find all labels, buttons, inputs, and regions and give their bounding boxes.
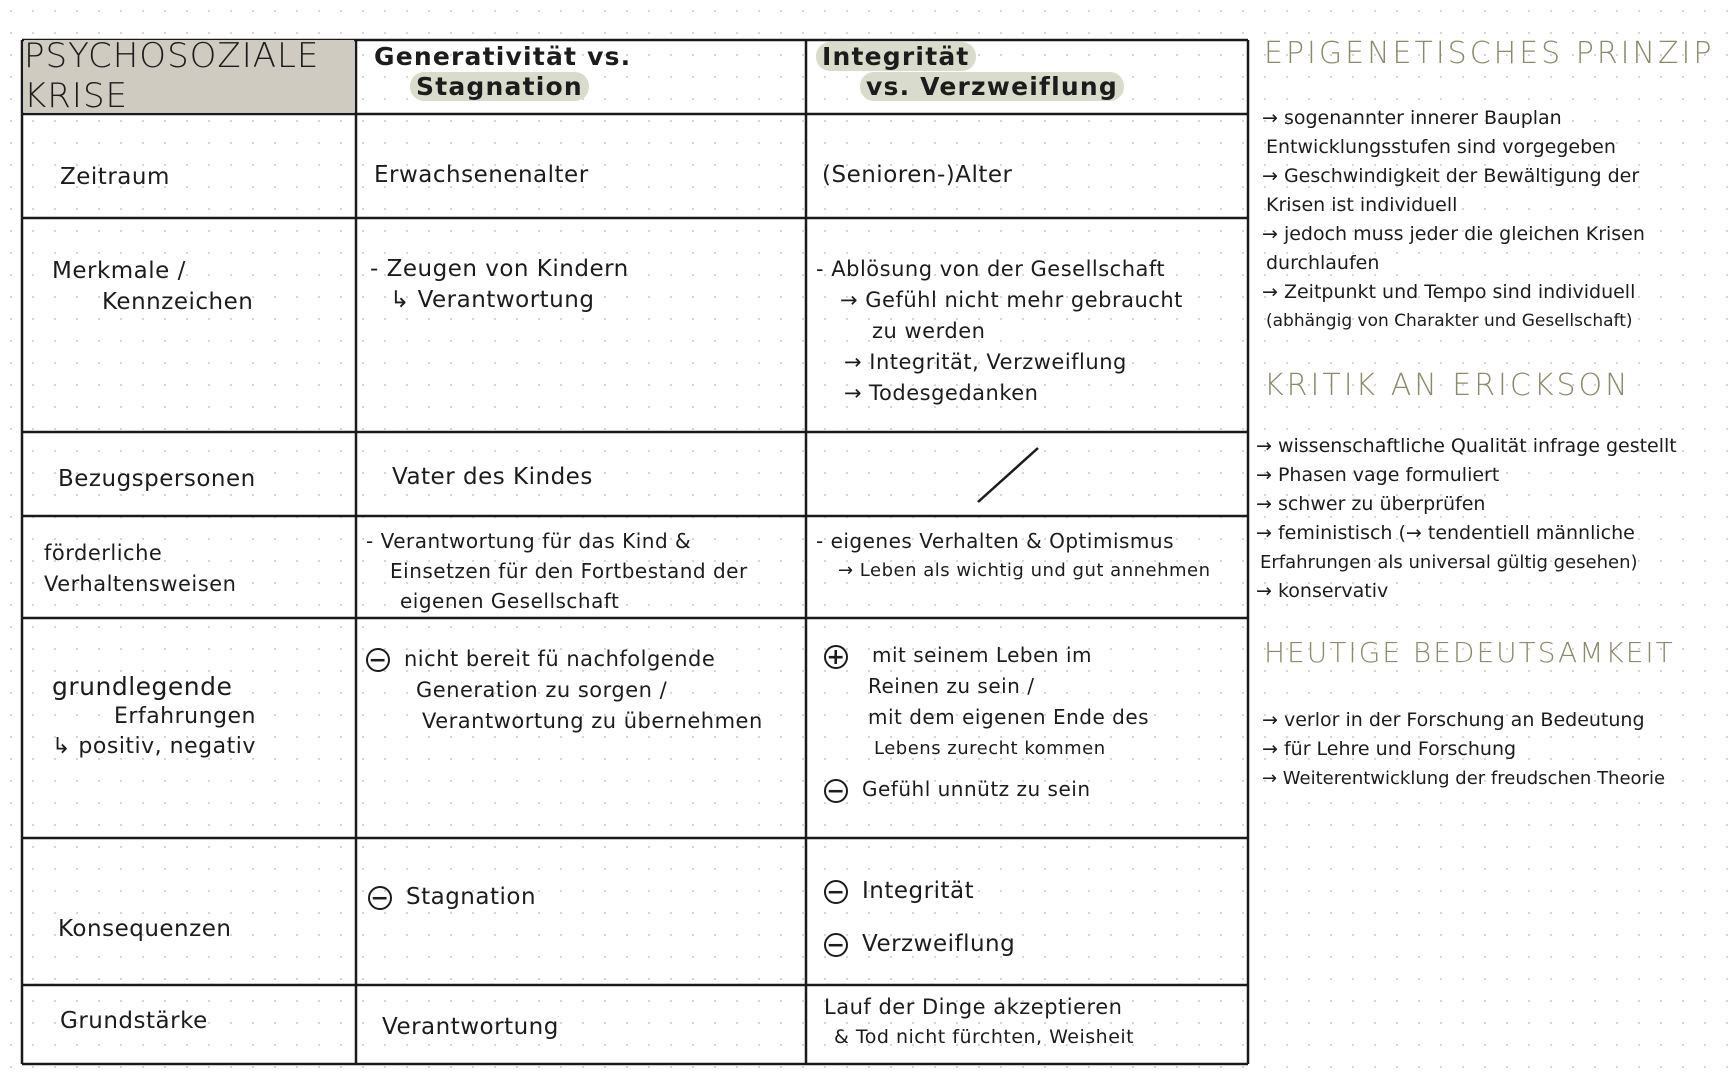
text-line: Stagnation xyxy=(406,884,537,910)
note-line: → schwer zu überprüfen xyxy=(1256,493,1486,515)
cell-grund-generativity xyxy=(366,644,763,737)
heading-epigenetisches-prinzip: EPIGENETISCHES PRINZIP xyxy=(1264,36,1715,71)
note-line: → Weiterentwicklung der freudschen Theorie xyxy=(1262,768,1666,789)
text-line: → Todesgedanken xyxy=(844,381,1039,405)
text-line: Integrität xyxy=(862,878,975,904)
notes-heutige-bedeutsamkeit xyxy=(1262,706,1665,793)
row-label-foerderliche xyxy=(44,538,236,600)
label-line: Kennzeichen xyxy=(102,289,254,315)
cell-konseq-integrity xyxy=(824,876,1015,960)
notes-epigenetisches-prinzip xyxy=(1262,104,1645,336)
text-line: Gefühl unnütz zu sein xyxy=(862,777,1091,801)
text-line: - Ablösung von der Gesellschaft xyxy=(816,257,1166,281)
column-header-line: Integrität xyxy=(816,42,976,71)
note-line: → Phasen vage formuliert xyxy=(1256,464,1500,486)
note-line: → wissenschaftliche Qualität infrage gestellt xyxy=(1256,435,1677,457)
minus-circle-icon: − xyxy=(366,648,390,672)
text-line: - Zeugen von Kindern xyxy=(370,256,629,282)
text-line: Verantwortung zu übernehmen xyxy=(422,709,763,733)
column-header-line: Generativität vs. xyxy=(374,42,632,71)
row-label-bezugspersonen: Bezugspersonen xyxy=(58,466,256,492)
cell-grund-integrity xyxy=(824,640,1149,805)
minus-circle-icon: − xyxy=(824,933,848,957)
cell-foerder-integrity xyxy=(816,526,1211,586)
text-line: Generation zu sorgen / xyxy=(416,678,668,702)
heading-kritik-an-erickson: KRITIK AN ERICKSON xyxy=(1264,368,1631,403)
row-label-grundlegende xyxy=(52,672,256,762)
text-line: Einsetzen für den Fortbestand der xyxy=(390,559,748,583)
row-label-konsequenzen: Konsequenzen xyxy=(58,916,232,942)
text-line: Lauf der Dinge akzeptieren xyxy=(824,995,1123,1019)
text-line: → Leben als wichtig und gut annehmen xyxy=(838,560,1211,581)
row-label-merkmale xyxy=(52,256,253,318)
note-line: → Zeitpunkt und Tempo sind individuell xyxy=(1262,281,1636,303)
empty-slash xyxy=(978,448,1038,502)
table-title xyxy=(24,36,354,116)
text-line: eigenen Gesellschaft xyxy=(400,589,620,613)
minus-circle-icon: − xyxy=(824,880,848,904)
minus-circle-icon: − xyxy=(368,886,392,910)
label-line: ↳ positiv, negativ xyxy=(52,734,256,759)
text-line: Reinen zu sein / xyxy=(868,674,1035,698)
cell-foerder-generativity xyxy=(366,526,748,616)
note-line: → feministisch (→ tendentiell männliche xyxy=(1256,522,1635,544)
text-line: → Gefühl nicht mehr gebraucht xyxy=(840,288,1183,312)
note-line: Krisen ist individuell xyxy=(1266,194,1458,216)
table-title-text: PSYCHOSOZIALE KRISE xyxy=(24,36,320,116)
text-line: Verzweiflung xyxy=(862,931,1016,957)
text-line: - Verantwortung für das Kind & xyxy=(366,529,692,553)
cell-staerke-generativity: Verantwortung xyxy=(382,1014,559,1040)
text-line: & Tod nicht fürchten, Weisheit xyxy=(834,1026,1135,1048)
minus-circle-icon: − xyxy=(824,779,848,803)
text-line: - eigenes Verhalten & Optimismus xyxy=(816,529,1174,553)
cell-merkmale-generativity xyxy=(370,254,629,316)
row-label-grundstaerke: Grundstärke xyxy=(60,1008,208,1034)
note-line: Erfahrungen als universal gültig gesehen) xyxy=(1260,552,1638,573)
label-line: Verhaltensweisen xyxy=(44,572,237,596)
note-line: (abhängig von Charakter und Gesellschaft) xyxy=(1266,311,1633,331)
text-line: ↳ Verantwortung xyxy=(390,287,595,313)
text-line: mit dem eigenen Ende des xyxy=(868,705,1150,729)
note-line: durchlaufen xyxy=(1266,252,1380,274)
note-line: → Geschwindigkeit der Bewältigung der xyxy=(1262,165,1640,187)
note-line: → konservativ xyxy=(1256,580,1389,602)
heading-heutige-bedeutsamkeit: HEUTIGE BEDEUTSAMKEIT xyxy=(1264,636,1675,669)
text-line: mit seinem Leben im xyxy=(872,643,1093,667)
label-line: förderliche xyxy=(44,541,163,565)
note-line: → verlor in der Forschung an Bedeutung xyxy=(1262,709,1645,731)
cell-merkmale-integrity xyxy=(816,254,1183,409)
cell-konseq-generativity xyxy=(368,882,536,913)
text-line: nicht bereit fü nachfolgende xyxy=(404,647,716,671)
note-line: Entwicklungsstufen sind vorgegeben xyxy=(1266,136,1616,158)
column-header-generativity xyxy=(374,42,631,102)
note-line: → jedoch muss jeder die gleichen Krisen xyxy=(1262,223,1645,245)
text-line: zu werden xyxy=(872,319,986,343)
note-line: → sogenannter innerer Bauplan xyxy=(1262,107,1562,129)
text-line: Lebens zurecht kommen xyxy=(874,738,1106,759)
label-line: grundlegende xyxy=(52,672,233,701)
label-line: Merkmale / xyxy=(52,258,186,284)
cell-staerke-integrity xyxy=(824,992,1134,1052)
plus-circle-icon: + xyxy=(824,645,848,669)
note-line: → für Lehre und Forschung xyxy=(1262,738,1517,760)
cell-zeitraum-generativity: Erwachsenenalter xyxy=(374,162,589,188)
text-line: → Integrität, Verzweiflung xyxy=(844,350,1127,374)
column-header-line: Stagnation xyxy=(410,72,589,101)
row-label-zeitraum: Zeitraum xyxy=(60,164,170,190)
cell-bezug-generativity: Vater des Kindes xyxy=(392,464,593,490)
column-header-line: vs. Verzweiflung xyxy=(860,72,1124,101)
notes-kritik-an-erickson xyxy=(1256,432,1677,606)
label-line: Erfahrungen xyxy=(114,704,256,729)
column-header-integrity xyxy=(816,42,1124,102)
cell-zeitraum-integrity: (Senioren-)Alter xyxy=(822,162,1013,188)
